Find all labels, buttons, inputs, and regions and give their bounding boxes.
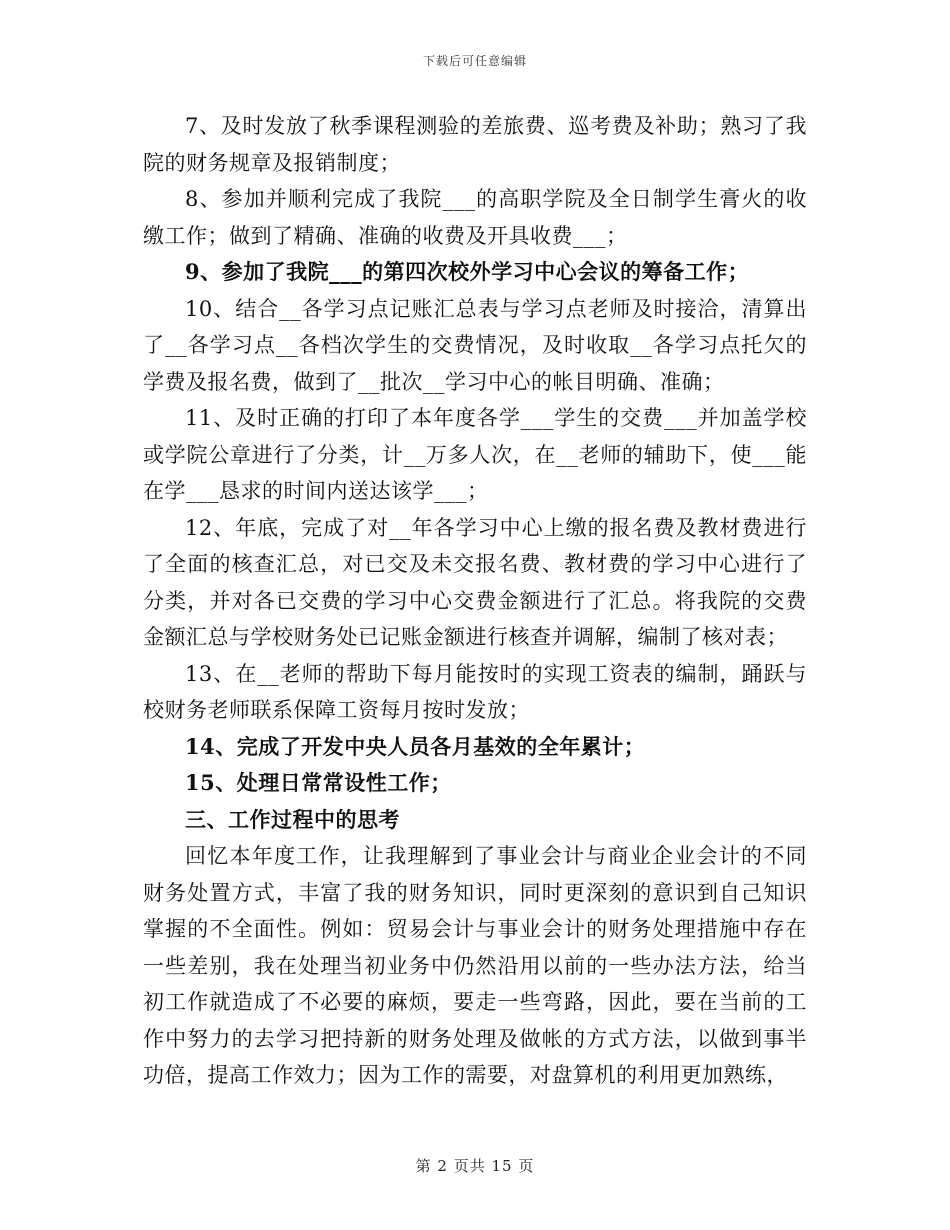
paragraph-item-8: 8、参加并顺利完成了我院___的高职学院及全日制学生膏火的收缴工作；做到了精确、准确的收费及开具收费___； <box>143 187 807 248</box>
paragraph-item-9: 9、参加了我院___的第四次校外学习中心会议的筹备工作； <box>185 259 750 284</box>
paragraph-reflection: 回忆本年度工作，让我理解到了事业会计与商业企业会计的不同财务处置方式，丰富了我的财务知识，同时更深刻的意识到自己知识掌握的不全面性。例如：贸易会计与事业会计的财务处理措施中存在一些差别，我在处理当初业务中仍然沿用以前的一些办法方法，给当初工作就造成了不必要的麻烦，要走一些弯路，因此，要在当前的工作中努力的去学习把持新的财务处理及做帐的方式方法，以做到事半功倍，提高工作效力；因为工作的需要，对盘算机的利用更加熟练， <box>143 844 807 1087</box>
paragraph-item-13: 13、在__老师的帮助下每月能按时的实现工资表的编制，踊跃与校财务老师联系保障工资每月按时发放； <box>143 661 807 722</box>
paragraph-item-10: 10、结合__各学习点记账汇总表与学习点老师及时接洽，清算出了__各学习点__各档次学生的交费情况，及时收取__各学习点托欠的学费及报名费，做到了__批次__学习中心的帐目明确、准确； <box>143 296 807 394</box>
paragraph-item-14: 14、完成了开发中央人员各月基效的全年累计； <box>185 733 646 759</box>
section-heading: 三、工作过程中的思考 <box>185 806 400 832</box>
paragraph-item-15: 15、处理日常常设性工作； <box>185 770 452 795</box>
page-header: 下载后可任意编辑 <box>422 54 527 68</box>
page-number: 第 2 页共 15 页 <box>415 1157 535 1175</box>
document-body <box>143 108 807 1094</box>
paragraph-item-11: 11、及时正确的打印了本年度各学___学生的交费___并加盖学校或学院公章进行了分类，计__万多人次，在__老师的辅助下，使___能在学___恳求的时间内送达该学___； <box>143 406 807 503</box>
paragraph-item-7: 7、及时发放了秋季课程测验的差旅费、巡考费及补助；熟习了我院的财务规章及报销制度； <box>143 114 807 175</box>
paragraph-item-12: 12、年底，完成了对__年各学习中心上缴的报名费及教材费进行了全面的核查汇总，对已交及未交报名费、教材费的学习中心进行了分类，并对各已交费的学习中心交费金额进行了汇总。将我院的交费金额汇总与学校财务处已记账金额进行核查并调解，编制了核对表； <box>143 515 807 649</box>
